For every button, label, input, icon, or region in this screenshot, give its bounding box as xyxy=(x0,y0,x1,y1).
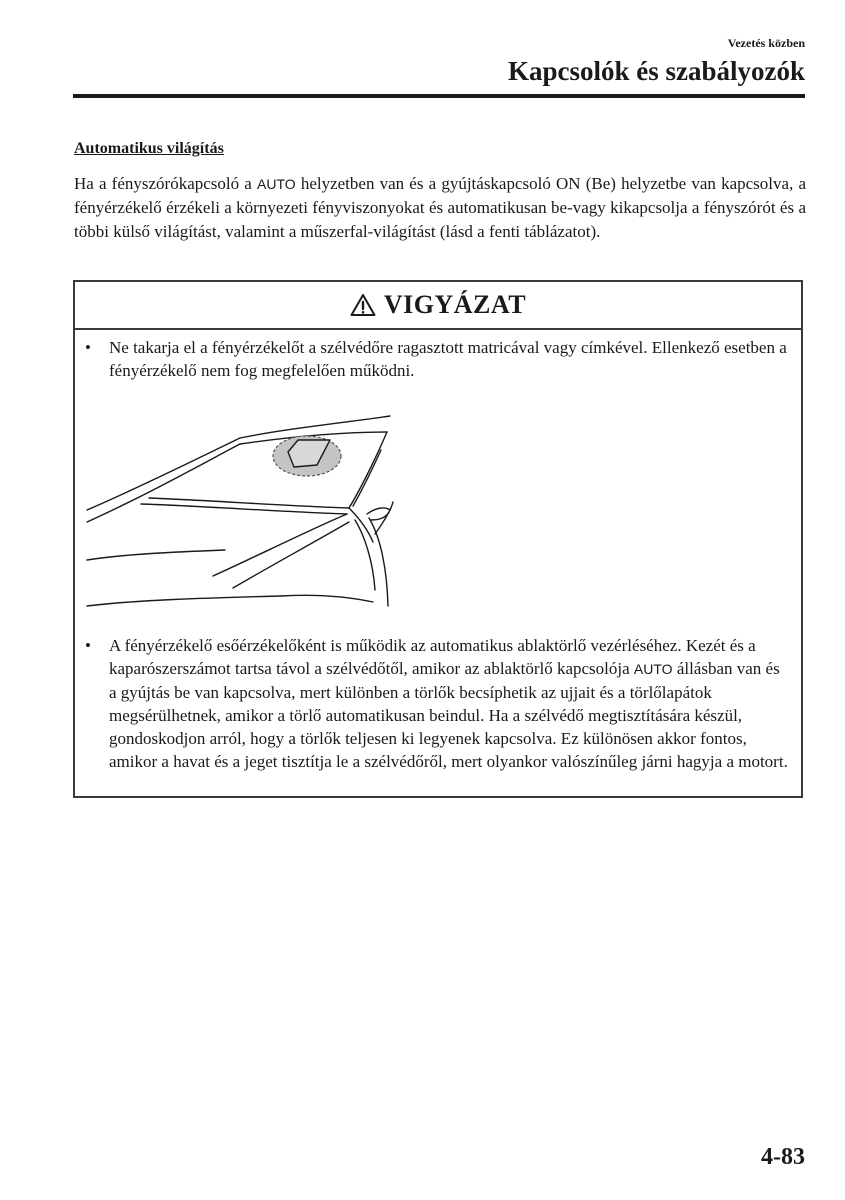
section-heading: Automatikus világítás xyxy=(74,140,224,157)
warning-triangle-icon xyxy=(350,293,376,317)
bullet-text xyxy=(109,634,790,773)
bullet-text-start: A fényérzékelő esőérzékelőként is működik az automatikus ablaktörlő vezérléséhez. Kezét és a kaparószerszámot tartsa távol a szélvédőtől, amikor az ablaktörlő kapcsolója xyxy=(109,636,756,678)
caution-box xyxy=(73,280,803,798)
page-number: 4-83 xyxy=(761,1144,805,1170)
caution-bullet-wiper xyxy=(85,634,790,773)
intro-paragraph xyxy=(74,172,806,244)
intro-text-start: Ha a fényszórókapcsoló a xyxy=(74,174,258,193)
caution-title: VIGYÁZAT xyxy=(383,290,527,319)
auto-position-label: AUTO xyxy=(257,176,296,192)
windshield-sensor-illustration xyxy=(85,410,395,610)
header-rule xyxy=(73,94,805,98)
caution-bullet-sensor-cover xyxy=(85,336,790,382)
bullet-dot: • xyxy=(85,636,91,655)
chapter-label: Vezetés közben xyxy=(727,36,805,50)
bullet-dot: • xyxy=(85,338,91,357)
page-title: Kapcsolók és szabályozók xyxy=(507,56,805,86)
bullet-text-end: állásban van és a gyújtás be van kapcsolva, mert különben a törlők becsíphetik az ujjait és a törlőlapátok megsérülhetnek, amikor a törlő automatikusan beindul. Ha a szélvédő megtisztítására készül, gondoskodjon arról, hogy a törlők teljesen ki legyenek kapcsolva. Ez különösen akkor fontos, amikor a havat és a jeget tisztítja le a szélvédőről, mert olyankor valószínűleg járni hagyja a motort. xyxy=(109,659,788,771)
caution-header xyxy=(75,282,801,330)
auto-position-label: AUTO xyxy=(633,661,673,677)
intro-text-end: helyzetben van és a gyújtáskapcsoló ON (Be) helyzetbe van kapcsolva, a fényérzékelő érzékeli a környezeti fényviszonyokat és automatikusan be-vagy kikapcsolja a fényszórót és a többi külső világítást, valamint a műszerfal-világítást (lásd a fenti táblázatot). xyxy=(74,174,807,241)
bullet-text: Ne takarja el a fényérzékelőt a szélvédőre ragasztott matricával vagy címkével. Ellenkező esetben a fényérzékelő nem fog megfelelően működni. xyxy=(109,338,787,380)
